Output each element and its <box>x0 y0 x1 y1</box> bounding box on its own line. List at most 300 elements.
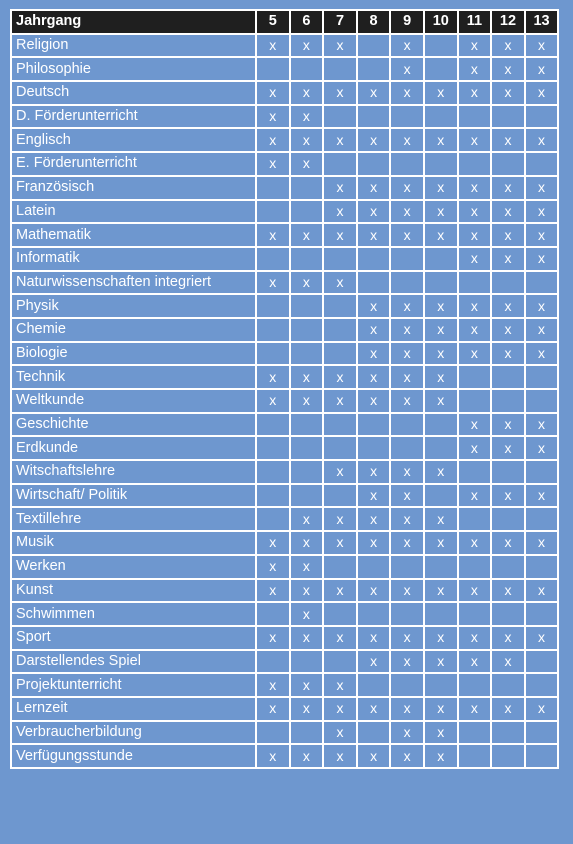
subject-name: D. Förderunterricht <box>11 105 256 129</box>
grade-mark-cell: x <box>424 650 458 674</box>
grade-mark-cell: x <box>390 650 424 674</box>
grade-mark-cell <box>525 744 559 768</box>
grade-mark-cell <box>424 57 458 81</box>
grade-mark-cell <box>525 105 559 129</box>
grade-mark-cell <box>357 105 391 129</box>
grade-mark-cell: x <box>357 389 391 413</box>
subject-name: Schwimmen <box>11 602 256 626</box>
grade-mark-cell <box>491 365 525 389</box>
grade-mark-cell <box>424 271 458 295</box>
grade-mark-cell: x <box>525 697 559 721</box>
grade-mark-cell <box>424 673 458 697</box>
grade-mark-cell <box>458 460 492 484</box>
grade-mark-cell <box>458 721 492 745</box>
table-row <box>11 531 558 555</box>
grade-mark-cell: x <box>424 342 458 366</box>
grade-mark-cell: x <box>458 342 492 366</box>
grade-mark-cell: x <box>323 271 357 295</box>
table-row <box>11 555 558 579</box>
subject-name: Informatik <box>11 247 256 271</box>
grade-mark-cell: x <box>290 744 324 768</box>
grade-mark-cell: x <box>290 555 324 579</box>
table-row <box>11 223 558 247</box>
grade-mark-cell: x <box>256 555 290 579</box>
grade-mark-cell: x <box>525 200 559 224</box>
grade-mark-cell: x <box>290 271 324 295</box>
subject-name: Verfügungsstunde <box>11 744 256 768</box>
subject-name: Latein <box>11 200 256 224</box>
grade-mark-cell <box>525 673 559 697</box>
subject-name: Lernzeit <box>11 697 256 721</box>
grade-mark-cell: x <box>390 34 424 58</box>
subject-name: Werken <box>11 555 256 579</box>
grade-mark-cell <box>357 436 391 460</box>
table-row <box>11 602 558 626</box>
table-row <box>11 57 558 81</box>
grade-mark-cell <box>424 602 458 626</box>
subject-name: Wirtschaft/ Politik <box>11 484 256 508</box>
grade-mark-cell: x <box>390 223 424 247</box>
grade-mark-cell: x <box>491 223 525 247</box>
grade-mark-cell: x <box>256 744 290 768</box>
grade-mark-cell: x <box>424 128 458 152</box>
table-row <box>11 626 558 650</box>
subject-name: Französisch <box>11 176 256 200</box>
grade-mark-cell <box>491 555 525 579</box>
grade-mark-cell: x <box>357 176 391 200</box>
subject-name: Musik <box>11 531 256 555</box>
grade-mark-cell: x <box>357 460 391 484</box>
grade-mark-cell: x <box>357 531 391 555</box>
grade-mark-cell <box>256 484 290 508</box>
grade-mark-cell <box>424 484 458 508</box>
grade-mark-cell: x <box>290 34 324 58</box>
header-grade-13: 13 <box>525 10 559 34</box>
table-row <box>11 176 558 200</box>
grade-mark-cell: x <box>491 436 525 460</box>
grade-mark-cell <box>424 34 458 58</box>
grade-mark-cell: x <box>458 531 492 555</box>
table-row <box>11 271 558 295</box>
grade-mark-cell <box>357 555 391 579</box>
grade-mark-cell: x <box>390 626 424 650</box>
grade-mark-cell: x <box>390 531 424 555</box>
grade-mark-cell: x <box>390 294 424 318</box>
header-grade-8: 8 <box>357 10 391 34</box>
grade-mark-cell <box>290 342 324 366</box>
grade-mark-cell: x <box>458 200 492 224</box>
header-row <box>11 10 558 34</box>
grade-mark-cell <box>290 413 324 437</box>
grade-mark-cell: x <box>323 697 357 721</box>
grade-mark-cell: x <box>491 626 525 650</box>
grade-mark-cell: x <box>458 34 492 58</box>
grade-mark-cell <box>525 721 559 745</box>
table-row <box>11 152 558 176</box>
grade-mark-cell: x <box>357 223 391 247</box>
grade-mark-cell: x <box>390 318 424 342</box>
grade-mark-cell <box>424 555 458 579</box>
grade-mark-cell: x <box>424 223 458 247</box>
grade-mark-cell: x <box>525 57 559 81</box>
grade-mark-cell: x <box>525 128 559 152</box>
grade-mark-cell: x <box>357 318 391 342</box>
grade-mark-cell <box>491 460 525 484</box>
grade-mark-cell <box>290 318 324 342</box>
grade-mark-cell: x <box>525 342 559 366</box>
grade-mark-cell <box>323 602 357 626</box>
grade-mark-cell: x <box>390 81 424 105</box>
grade-mark-cell <box>525 555 559 579</box>
subject-name: Projektunterricht <box>11 673 256 697</box>
grade-mark-cell: x <box>357 579 391 603</box>
grade-mark-cell: x <box>256 697 290 721</box>
grade-mark-cell <box>357 57 391 81</box>
table-body <box>11 34 558 768</box>
header-grade-10: 10 <box>424 10 458 34</box>
grade-mark-cell: x <box>525 34 559 58</box>
grade-mark-cell <box>525 271 559 295</box>
grade-mark-cell <box>290 247 324 271</box>
grade-mark-cell: x <box>458 436 492 460</box>
grade-mark-cell: x <box>491 176 525 200</box>
grade-mark-cell: x <box>525 176 559 200</box>
subject-name: Mathematik <box>11 223 256 247</box>
table-row <box>11 436 558 460</box>
grade-mark-cell: x <box>290 579 324 603</box>
grade-mark-cell: x <box>458 650 492 674</box>
grade-mark-cell: x <box>323 176 357 200</box>
grade-mark-cell <box>256 318 290 342</box>
grade-mark-cell <box>491 673 525 697</box>
grade-mark-cell <box>256 57 290 81</box>
grade-mark-cell <box>323 294 357 318</box>
grade-mark-cell <box>323 105 357 129</box>
table-row <box>11 460 558 484</box>
grade-mark-cell: x <box>458 223 492 247</box>
grade-mark-cell: x <box>491 697 525 721</box>
grade-mark-cell: x <box>491 650 525 674</box>
grade-mark-cell: x <box>491 294 525 318</box>
grade-mark-cell <box>290 650 324 674</box>
grade-mark-cell <box>458 271 492 295</box>
grade-mark-cell <box>256 200 290 224</box>
table-row <box>11 105 558 129</box>
subject-name: Biologie <box>11 342 256 366</box>
subject-name: E. Förderunterricht <box>11 152 256 176</box>
grade-mark-cell: x <box>290 152 324 176</box>
grade-mark-cell <box>256 721 290 745</box>
grade-mark-cell <box>256 602 290 626</box>
grade-mark-cell: x <box>290 105 324 129</box>
header-grade-6: 6 <box>290 10 324 34</box>
grade-mark-cell: x <box>256 223 290 247</box>
subject-name: Naturwissenschaften integriert <box>11 271 256 295</box>
grade-mark-cell: x <box>424 365 458 389</box>
grade-mark-cell: x <box>424 176 458 200</box>
grade-mark-cell: x <box>390 389 424 413</box>
grade-mark-cell: x <box>424 389 458 413</box>
grade-mark-cell: x <box>390 697 424 721</box>
subject-name: Technik <box>11 365 256 389</box>
grade-mark-cell <box>323 57 357 81</box>
grade-mark-cell <box>290 721 324 745</box>
header-grade-5: 5 <box>256 10 290 34</box>
grade-mark-cell: x <box>290 365 324 389</box>
grade-mark-cell: x <box>323 34 357 58</box>
grade-mark-cell: x <box>458 128 492 152</box>
grade-mark-cell <box>390 247 424 271</box>
grade-mark-cell <box>424 247 458 271</box>
grade-mark-cell: x <box>256 531 290 555</box>
grade-mark-cell <box>323 436 357 460</box>
grade-mark-cell: x <box>390 176 424 200</box>
subject-name: Deutsch <box>11 81 256 105</box>
grade-mark-cell <box>525 152 559 176</box>
grade-mark-cell: x <box>525 413 559 437</box>
grade-mark-cell: x <box>256 34 290 58</box>
grade-mark-cell <box>323 318 357 342</box>
grade-mark-cell: x <box>290 626 324 650</box>
grade-mark-cell <box>458 507 492 531</box>
grade-mark-cell <box>357 152 391 176</box>
grade-mark-cell <box>256 294 290 318</box>
grade-mark-cell <box>458 105 492 129</box>
grade-mark-cell <box>357 602 391 626</box>
table-row <box>11 579 558 603</box>
table-row <box>11 128 558 152</box>
grade-mark-cell: x <box>424 81 458 105</box>
grade-mark-cell <box>424 105 458 129</box>
grade-mark-cell: x <box>458 579 492 603</box>
grade-mark-cell <box>357 413 391 437</box>
grade-mark-cell <box>390 271 424 295</box>
grade-mark-cell: x <box>390 342 424 366</box>
grade-mark-cell: x <box>525 484 559 508</box>
grade-mark-cell: x <box>357 626 391 650</box>
grade-mark-cell: x <box>525 223 559 247</box>
grade-mark-cell <box>290 460 324 484</box>
grade-mark-cell: x <box>525 318 559 342</box>
grade-mark-cell: x <box>390 507 424 531</box>
grade-mark-cell: x <box>491 128 525 152</box>
grade-mark-cell <box>323 484 357 508</box>
grade-mark-cell: x <box>491 413 525 437</box>
table-row <box>11 247 558 271</box>
subject-name: Englisch <box>11 128 256 152</box>
grade-mark-cell: x <box>323 579 357 603</box>
header-grade-11: 11 <box>458 10 492 34</box>
grade-mark-cell <box>390 105 424 129</box>
grade-mark-cell: x <box>390 579 424 603</box>
grade-mark-cell: x <box>525 436 559 460</box>
grade-mark-cell: x <box>491 318 525 342</box>
table-row <box>11 200 558 224</box>
grade-mark-cell <box>357 721 391 745</box>
grade-mark-cell <box>458 555 492 579</box>
grade-mark-cell <box>390 413 424 437</box>
grade-mark-cell: x <box>323 626 357 650</box>
grade-mark-cell: x <box>525 247 559 271</box>
grade-mark-cell <box>256 247 290 271</box>
grade-mark-cell <box>491 389 525 413</box>
grade-mark-cell: x <box>323 673 357 697</box>
grade-mark-cell <box>458 744 492 768</box>
grade-mark-cell <box>491 721 525 745</box>
grade-mark-cell: x <box>357 697 391 721</box>
grade-mark-cell: x <box>323 128 357 152</box>
table-row <box>11 484 558 508</box>
subject-name: Chemie <box>11 318 256 342</box>
grade-mark-cell: x <box>424 697 458 721</box>
grade-mark-cell: x <box>424 531 458 555</box>
grade-mark-cell <box>323 555 357 579</box>
grade-mark-cell: x <box>491 342 525 366</box>
grade-mark-cell <box>424 413 458 437</box>
header-grade-12: 12 <box>491 10 525 34</box>
grade-mark-cell: x <box>290 389 324 413</box>
grade-mark-cell: x <box>491 531 525 555</box>
grade-mark-cell <box>256 342 290 366</box>
grade-mark-cell <box>357 271 391 295</box>
grade-mark-cell <box>323 342 357 366</box>
subject-name: Kunst <box>11 579 256 603</box>
grade-mark-cell: x <box>323 507 357 531</box>
table-row <box>11 342 558 366</box>
grade-mark-cell <box>256 460 290 484</box>
subject-name: Darstellendes Spiel <box>11 650 256 674</box>
grade-mark-cell <box>458 152 492 176</box>
grade-mark-cell: x <box>256 271 290 295</box>
grade-mark-cell: x <box>323 744 357 768</box>
grade-mark-cell: x <box>491 34 525 58</box>
grade-mark-cell <box>323 152 357 176</box>
table-row <box>11 697 558 721</box>
header-grade-9: 9 <box>390 10 424 34</box>
grade-mark-cell <box>525 389 559 413</box>
subject-name: Geschichte <box>11 413 256 437</box>
grade-mark-cell <box>491 507 525 531</box>
grade-mark-cell <box>357 673 391 697</box>
grade-mark-cell: x <box>458 294 492 318</box>
grade-mark-cell: x <box>525 531 559 555</box>
grade-mark-cell <box>525 507 559 531</box>
header-jahrgang: Jahrgang <box>11 10 256 34</box>
grade-mark-cell: x <box>290 128 324 152</box>
table-row <box>11 81 558 105</box>
grade-mark-cell <box>290 436 324 460</box>
grade-mark-cell: x <box>256 365 290 389</box>
grade-mark-cell <box>323 413 357 437</box>
grade-mark-cell <box>357 247 391 271</box>
subject-name: Witschaftslehre <box>11 460 256 484</box>
grade-mark-cell <box>525 650 559 674</box>
grade-mark-cell: x <box>290 531 324 555</box>
grade-mark-cell <box>458 673 492 697</box>
subject-name: Philosophie <box>11 57 256 81</box>
grade-mark-cell: x <box>290 697 324 721</box>
grade-mark-cell: x <box>424 200 458 224</box>
grade-mark-cell: x <box>357 294 391 318</box>
grade-mark-cell <box>390 152 424 176</box>
subject-name: Textillehre <box>11 507 256 531</box>
grade-mark-cell: x <box>525 579 559 603</box>
grade-mark-cell: x <box>458 247 492 271</box>
grade-mark-cell: x <box>357 650 391 674</box>
grade-mark-cell <box>458 365 492 389</box>
grade-mark-cell <box>290 294 324 318</box>
grade-mark-cell: x <box>357 484 391 508</box>
grade-mark-cell: x <box>424 460 458 484</box>
subject-name: Religion <box>11 34 256 58</box>
grade-mark-cell <box>458 389 492 413</box>
grade-mark-cell <box>256 650 290 674</box>
grade-mark-cell: x <box>525 626 559 650</box>
grade-mark-cell: x <box>491 484 525 508</box>
table-row <box>11 507 558 531</box>
grade-mark-cell <box>290 484 324 508</box>
grade-mark-cell: x <box>525 294 559 318</box>
subject-name: Sport <box>11 626 256 650</box>
grade-mark-cell: x <box>390 744 424 768</box>
grade-mark-cell: x <box>323 223 357 247</box>
grade-mark-cell <box>491 271 525 295</box>
grade-mark-cell: x <box>357 744 391 768</box>
grade-mark-cell: x <box>323 721 357 745</box>
curriculum-table <box>10 9 559 769</box>
grade-mark-cell <box>458 602 492 626</box>
grade-mark-cell <box>290 176 324 200</box>
table-row <box>11 318 558 342</box>
grade-mark-cell: x <box>323 531 357 555</box>
grade-mark-cell: x <box>390 460 424 484</box>
grade-mark-cell <box>256 507 290 531</box>
grade-mark-cell: x <box>390 484 424 508</box>
grade-mark-cell: x <box>390 57 424 81</box>
grade-mark-cell: x <box>323 389 357 413</box>
grade-mark-cell: x <box>458 176 492 200</box>
subject-name: Physik <box>11 294 256 318</box>
grade-mark-cell: x <box>357 365 391 389</box>
grade-mark-cell: x <box>323 200 357 224</box>
grade-mark-cell: x <box>424 626 458 650</box>
subject-name: Verbraucherbildung <box>11 721 256 745</box>
grade-mark-cell: x <box>424 294 458 318</box>
grade-mark-cell: x <box>357 128 391 152</box>
grade-mark-cell <box>256 436 290 460</box>
grade-mark-cell: x <box>290 223 324 247</box>
table-row <box>11 650 558 674</box>
grade-mark-cell <box>390 602 424 626</box>
grade-mark-cell: x <box>525 81 559 105</box>
grade-mark-cell <box>525 460 559 484</box>
grade-mark-cell: x <box>491 57 525 81</box>
grade-mark-cell <box>424 436 458 460</box>
grade-mark-cell: x <box>458 57 492 81</box>
grade-mark-cell <box>323 247 357 271</box>
table-row <box>11 673 558 697</box>
table-row <box>11 413 558 437</box>
grade-mark-cell: x <box>323 365 357 389</box>
grade-mark-cell: x <box>390 365 424 389</box>
grade-mark-cell: x <box>424 579 458 603</box>
grade-mark-cell <box>424 152 458 176</box>
grade-mark-cell: x <box>357 81 391 105</box>
grade-mark-cell: x <box>256 128 290 152</box>
grade-mark-cell: x <box>491 247 525 271</box>
grade-mark-cell: x <box>491 81 525 105</box>
subject-name: Weltkunde <box>11 389 256 413</box>
